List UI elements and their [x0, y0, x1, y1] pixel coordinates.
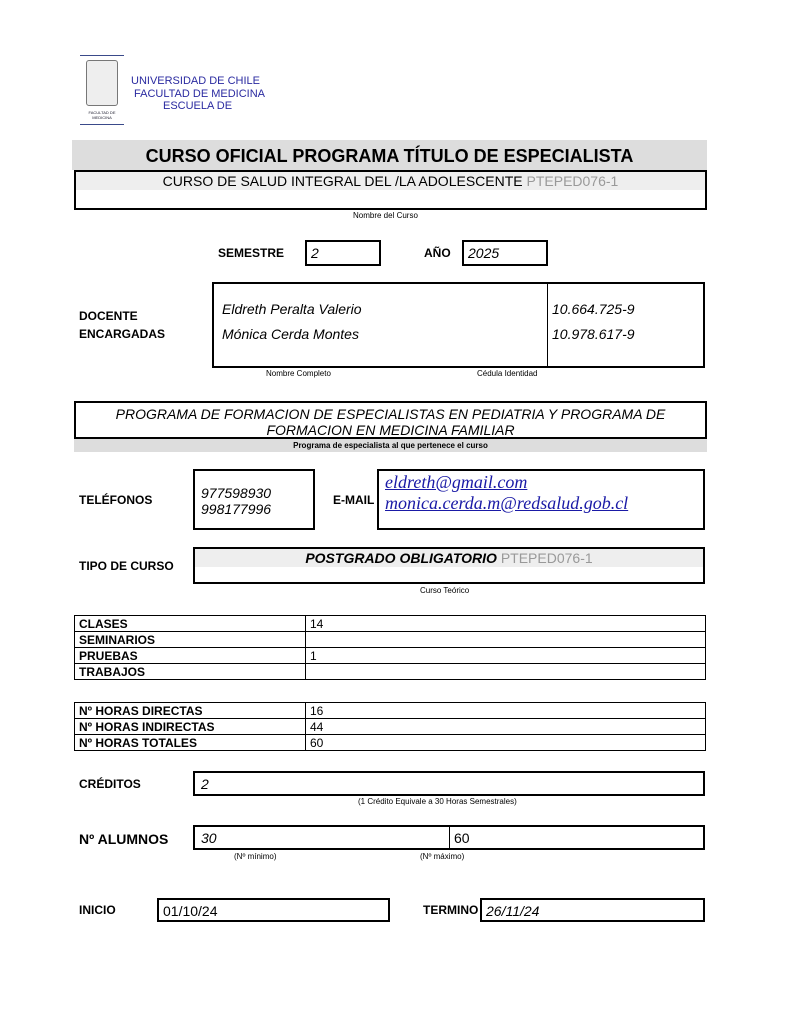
- course-name-caption: Nombre del Curso: [353, 211, 418, 220]
- table-row: Nº HORAS TOTALES 60: [75, 735, 706, 751]
- program-field: [74, 401, 707, 439]
- course-name: CURSO DE SALUD INTEGRAL DEL /LA ADOLESCENTE: [162, 173, 523, 189]
- year-label: AÑO: [424, 246, 451, 260]
- year-field: 2025: [462, 240, 548, 266]
- start-date-field: 01/10/24: [157, 898, 390, 922]
- program-line-1: PROGRAMA DE FORMACION DE ESPECIALISTAS EN PEDIATRIA Y PROGRAMA DE: [115, 406, 666, 422]
- start-label: INICIO: [79, 903, 116, 917]
- emails-box: [377, 469, 705, 530]
- email-link[interactable]: eldreth@gmail.com: [385, 472, 528, 492]
- students-min: 30: [201, 830, 217, 846]
- faculty-logo: FACULTAD DE MEDICINA: [80, 55, 124, 125]
- course-type-caption: Curso Teórico: [420, 586, 470, 595]
- table-row: SEMINARIOS: [75, 632, 706, 648]
- students-label: Nº ALUMNOS: [79, 831, 169, 847]
- program-caption: Programa de especialista al que pertenece el curso: [74, 439, 707, 452]
- email-label: E-MAIL: [333, 493, 375, 507]
- table-row: TRABAJOS: [75, 664, 706, 680]
- id-caption: Cédula Identidad: [477, 369, 538, 378]
- teacher-name: Mónica Cerda Montes: [222, 326, 359, 342]
- teachers-box: [212, 282, 705, 368]
- table-row: Nº HORAS INDIRECTAS 44: [75, 719, 706, 735]
- teacher-id: 10.664.725-9: [552, 301, 635, 317]
- name-caption: Nombre Completo: [266, 369, 331, 378]
- program-line-2: FORMACION EN MEDICINA FAMILIAR: [266, 422, 515, 438]
- phone: 998177996: [201, 501, 272, 517]
- course-type: POSTGRADO OBLIGATORIO: [305, 550, 497, 566]
- hours-table: [74, 702, 706, 751]
- students-max: 60: [454, 830, 470, 846]
- students-box: [193, 825, 705, 850]
- course-type-code: PTEPED076-1: [500, 550, 593, 566]
- school-name: ESCUELA DE: [163, 100, 233, 112]
- semester-field: 2: [305, 240, 381, 266]
- faculty-name: FACULTAD DE MEDICINA: [134, 88, 265, 100]
- university-name: UNIVERSIDAD DE CHILE: [131, 75, 260, 87]
- course-name-field: [74, 170, 707, 210]
- phone: 977598930: [201, 485, 272, 501]
- table-row: CLASES 14: [75, 616, 706, 632]
- semester-label: SEMESTRE: [218, 246, 285, 260]
- teacher-name: Eldreth Peralta Valerio: [222, 301, 362, 317]
- phones-label: TELÉFONOS: [79, 493, 153, 507]
- students-min-caption: (Nº mínimo): [234, 852, 277, 861]
- credits-field: 2: [193, 771, 705, 796]
- students-max-caption: (Nº máximo): [420, 852, 465, 861]
- credits-label: CRÉDITOS: [79, 777, 141, 791]
- teacher-label-2: ENCARGADAS: [79, 327, 166, 341]
- course-type-field: [193, 547, 705, 584]
- credits-caption: (1 Crédito Equivale a 30 Horas Semestrales): [358, 797, 517, 806]
- end-date-field: 26/11/24: [480, 898, 705, 922]
- email-link[interactable]: monica.cerda.m@redsalud.gob.cl: [385, 493, 629, 513]
- course-code: PTEPED076-1: [526, 173, 619, 189]
- teacher-label: DOCENTE: [79, 309, 138, 323]
- activities-table: [74, 615, 706, 680]
- teacher-id: 10.978.617-9: [552, 326, 635, 342]
- phones-box: [193, 469, 315, 530]
- end-label: TERMINO: [423, 903, 479, 917]
- page-title: CURSO OFICIAL PROGRAMA TÍTULO DE ESPECIALISTA: [72, 140, 707, 170]
- table-row: PRUEBAS 1: [75, 648, 706, 664]
- table-row: Nº HORAS DIRECTAS 16: [75, 703, 706, 719]
- course-type-label: TIPO DE CURSO: [79, 559, 174, 573]
